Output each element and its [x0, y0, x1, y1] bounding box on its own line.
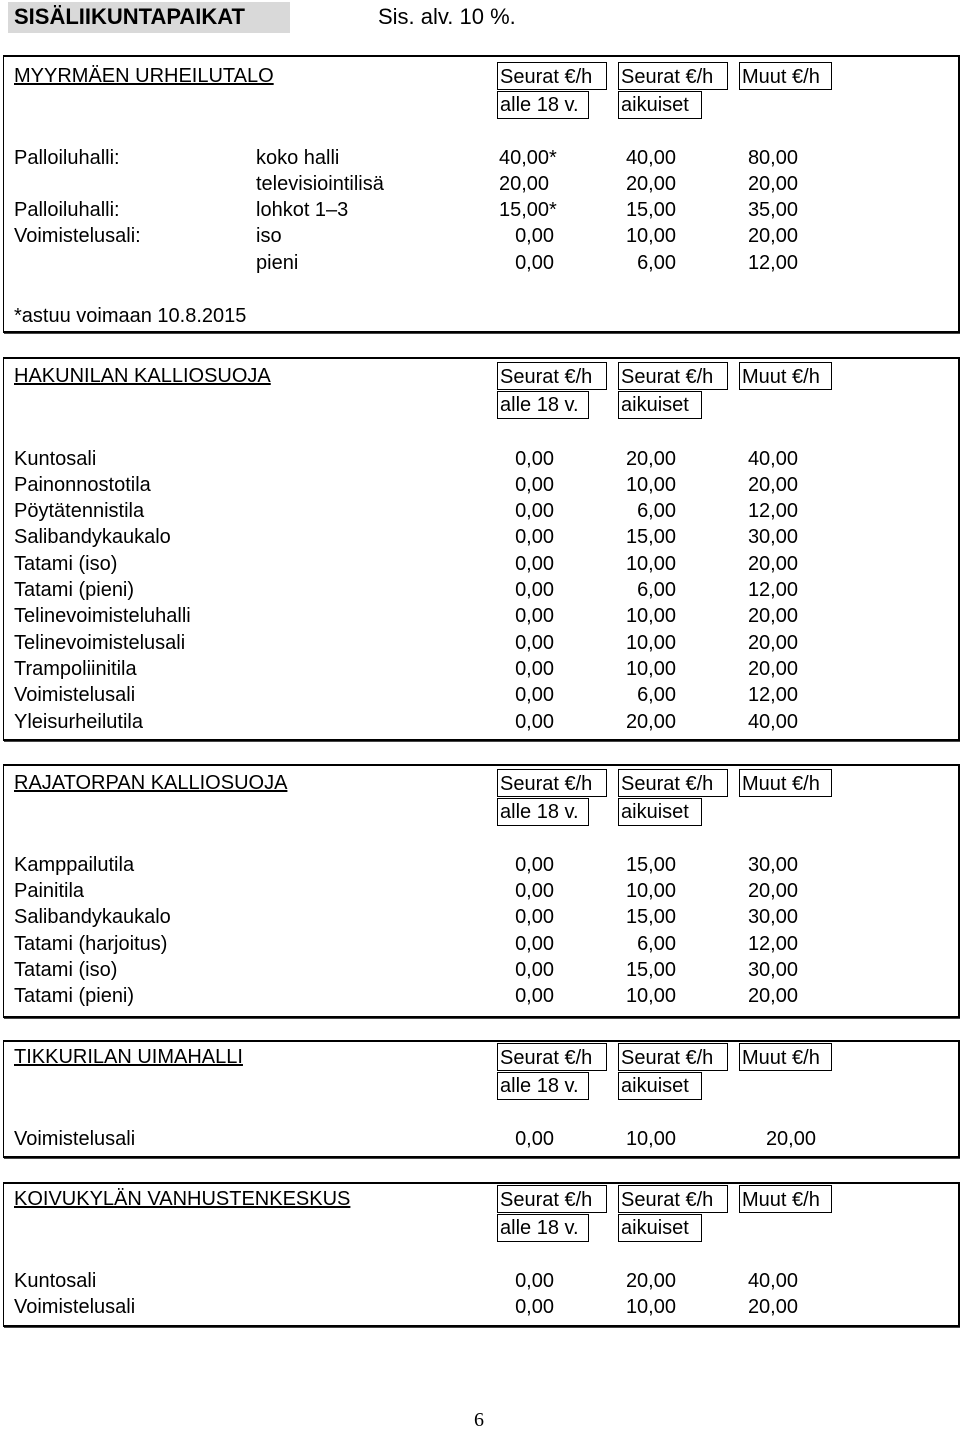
row-value-juniors: 0,00 [515, 252, 554, 274]
page-number: 6 [474, 1409, 484, 1431]
section-title-hakunila: HAKUNILAN KALLIOSUOJA [14, 365, 271, 387]
row-value-adults: 10,00 [625, 880, 676, 902]
row-value-others: 12,00 [747, 252, 798, 274]
row-value-juniors: 0,00 [515, 658, 554, 680]
row-label: Salibandykaukalo [14, 906, 171, 928]
row-value-juniors: 40,00* [499, 147, 557, 169]
row-value-others: 20,00 [765, 1128, 816, 1150]
row-value-adults: 10,00 [625, 1296, 676, 1318]
col3-line1: Muut €/h [742, 66, 820, 88]
row-value-adults: 15,00 [625, 854, 676, 876]
row-value-others: 20,00 [747, 1296, 798, 1318]
row-value-others: 20,00 [747, 632, 798, 654]
row-value-adults: 20,00 [625, 173, 676, 195]
row-value-others: 20,00 [747, 474, 798, 496]
row-value-adults: 10,00 [625, 553, 676, 575]
row-value-others: 20,00 [747, 553, 798, 575]
col2-line1: Seurat €/h [621, 66, 714, 88]
row-value-juniors: 0,00 [515, 448, 554, 470]
section-title-tikkurila: TIKKURILAN UIMAHALLI [14, 1046, 243, 1068]
col1-line1: Seurat €/h [500, 1047, 593, 1069]
effective-date-note: *astuu voimaan 10.8.2015 [14, 305, 247, 327]
col1-line1: Seurat €/h [500, 773, 593, 795]
row-value-adults: 10,00 [625, 1128, 676, 1150]
row-value-adults: 10,00 [625, 474, 676, 496]
row-label: Palloiluhalli: [14, 147, 120, 169]
col2-line1: Seurat €/h [621, 1047, 714, 1069]
row-value-juniors: 0,00 [515, 579, 554, 601]
row-value-others: 30,00 [747, 854, 798, 876]
row-label: Tatami (harjoitus) [14, 933, 168, 955]
row-value-juniors: 0,00 [515, 684, 554, 706]
col3-line1: Muut €/h [742, 366, 820, 388]
row-value-juniors: 0,00 [515, 553, 554, 575]
row-value-adults: 20,00 [625, 448, 676, 470]
row-value-others: 20,00 [747, 985, 798, 1007]
row-value-adults: 6,00 [637, 252, 676, 274]
row-value-others: 30,00 [747, 906, 798, 928]
row-label: Telinevoimistelusali [14, 632, 186, 654]
row-value-juniors: 0,00 [515, 959, 554, 981]
section-title-rajatorppa: RAJATORPAN KALLIOSUOJA [14, 772, 288, 794]
row-value-others: 12,00 [747, 579, 798, 601]
row-value-adults: 15,00 [625, 526, 676, 548]
row-value-adults: 15,00 [625, 199, 676, 221]
section-title-myyrmaki: MYYRMÄEN URHEILUTALO [14, 65, 274, 87]
col1-line2: alle 18 v. [500, 1217, 579, 1239]
page-title: SISÄLIIKUNTAPAIKAT [14, 4, 245, 29]
row-value-adults: 10,00 [625, 985, 676, 1007]
row-value-juniors: 15,00* [499, 199, 557, 221]
col1-line2: alle 18 v. [500, 801, 579, 823]
row-value-adults: 10,00 [625, 658, 676, 680]
row-value-juniors: 0,00 [515, 1270, 554, 1292]
row-value-others: 30,00 [747, 959, 798, 981]
col2-line1: Seurat €/h [621, 773, 714, 795]
row-sublabel: lohkot 1–3 [256, 199, 349, 221]
row-value-others: 40,00 [747, 711, 798, 733]
row-value-juniors: 0,00 [515, 474, 554, 496]
row-label: Voimistelusali: [14, 225, 141, 247]
row-label: Voimistelusali [14, 684, 136, 706]
row-value-juniors: 0,00 [515, 906, 554, 928]
row-value-adults: 6,00 [637, 500, 676, 522]
row-value-juniors: 0,00 [515, 933, 554, 955]
row-value-juniors: 0,00 [515, 711, 554, 733]
row-value-adults: 40,00 [625, 147, 676, 169]
row-value-others: 30,00 [747, 526, 798, 548]
vat-note: Sis. alv. 10 %. [378, 4, 516, 29]
col1-line1: Seurat €/h [500, 1189, 593, 1211]
col2-line1: Seurat €/h [621, 366, 714, 388]
row-value-adults: 20,00 [625, 1270, 676, 1292]
row-label: Pöytätennistila [14, 500, 145, 522]
row-value-others: 20,00 [747, 880, 798, 902]
section-myyrmaki [3, 55, 960, 333]
row-value-juniors: 0,00 [515, 225, 554, 247]
row-label: Tatami (iso) [14, 553, 118, 575]
row-label: Painitila [14, 880, 85, 902]
row-value-adults: 20,00 [625, 711, 676, 733]
row-value-adults: 15,00 [625, 906, 676, 928]
row-value-others: 20,00 [747, 225, 798, 247]
row-value-adults: 10,00 [625, 632, 676, 654]
row-sublabel: televisiointilisä [256, 173, 384, 195]
col3-line1: Muut €/h [742, 1189, 820, 1211]
row-value-adults: 10,00 [625, 605, 676, 627]
row-label: Tatami (iso) [14, 959, 118, 981]
col1-line2: alle 18 v. [500, 1075, 579, 1097]
col2-line2: aikuiset [621, 1217, 689, 1239]
row-value-others: 40,00 [747, 448, 798, 470]
row-value-juniors: 0,00 [515, 880, 554, 902]
row-value-juniors: 0,00 [515, 854, 554, 876]
row-value-others: 12,00 [747, 684, 798, 706]
col1-line2: alle 18 v. [500, 394, 579, 416]
row-label: Salibandykaukalo [14, 526, 171, 548]
row-value-adults: 10,00 [625, 225, 676, 247]
row-value-others: 12,00 [747, 500, 798, 522]
row-label: Voimistelusali [14, 1296, 136, 1318]
row-label: Voimistelusali [14, 1128, 136, 1150]
row-label: Kamppailutila [14, 854, 135, 876]
row-value-adults: 6,00 [637, 933, 676, 955]
row-value-juniors: 0,00 [515, 985, 554, 1007]
col2-line2: aikuiset [621, 801, 689, 823]
col1-line1: Seurat €/h [500, 366, 593, 388]
row-value-juniors: 20,00 [499, 173, 550, 195]
row-label: Kuntosali [14, 448, 97, 470]
row-value-others: 12,00 [747, 933, 798, 955]
row-sublabel: iso [256, 225, 282, 247]
col3-line1: Muut €/h [742, 773, 820, 795]
section-title-koivukyla: KOIVUKYLÄN VANHUSTENKESKUS [14, 1188, 351, 1210]
row-label: Telinevoimisteluhalli [14, 605, 191, 627]
row-label: Tatami (pieni) [14, 579, 135, 601]
row-label: Palloiluhalli: [14, 199, 120, 221]
row-value-others: 35,00 [747, 199, 798, 221]
col2-line2: aikuiset [621, 1075, 689, 1097]
row-value-adults: 6,00 [637, 579, 676, 601]
row-label: Tatami (pieni) [14, 985, 135, 1007]
col1-line2: alle 18 v. [500, 94, 579, 116]
row-value-adults: 15,00 [625, 959, 676, 981]
row-sublabel: koko halli [256, 147, 340, 169]
row-sublabel: pieni [256, 252, 299, 274]
row-value-juniors: 0,00 [515, 526, 554, 548]
row-value-juniors: 0,00 [515, 605, 554, 627]
row-label: Yleisurheilutila [14, 711, 143, 733]
col2-line2: aikuiset [621, 94, 689, 116]
col2-line2: aikuiset [621, 394, 689, 416]
row-value-others: 20,00 [747, 658, 798, 680]
row-label: Trampoliinitila [14, 658, 137, 680]
row-value-juniors: 0,00 [515, 1296, 554, 1318]
row-value-others: 20,00 [747, 605, 798, 627]
col2-line1: Seurat €/h [621, 1189, 714, 1211]
row-value-juniors: 0,00 [515, 632, 554, 654]
row-value-juniors: 0,00 [515, 1128, 554, 1150]
row-value-others: 80,00 [747, 147, 798, 169]
col3-line1: Muut €/h [742, 1047, 820, 1069]
col1-line1: Seurat €/h [500, 66, 593, 88]
row-value-others: 40,00 [747, 1270, 798, 1292]
row-value-juniors: 0,00 [515, 500, 554, 522]
row-value-others: 20,00 [747, 173, 798, 195]
row-label: Kuntosali [14, 1270, 97, 1292]
row-label: Painonnostotila [14, 474, 151, 496]
row-value-adults: 6,00 [637, 684, 676, 706]
